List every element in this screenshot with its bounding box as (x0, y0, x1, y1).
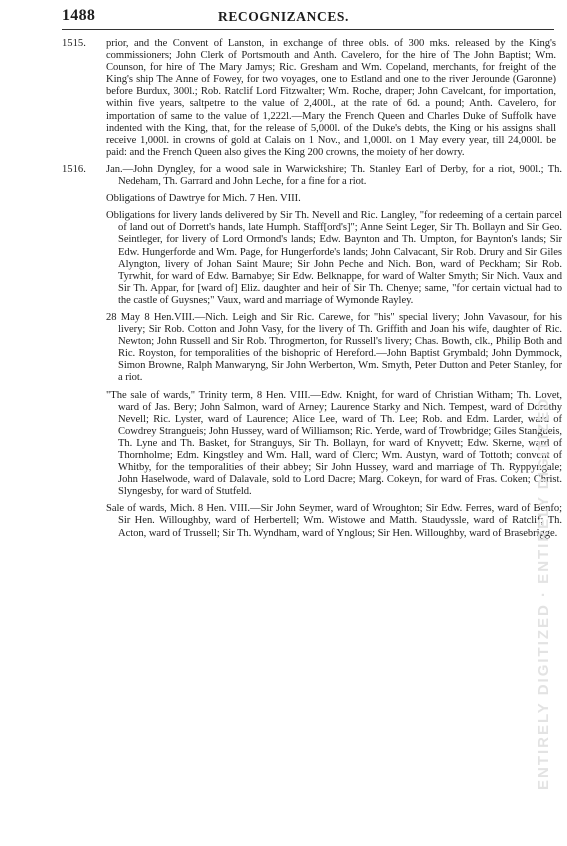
entry-28-may (0, 312, 567, 385)
entry-text: Obligations of Dawtrye for Mich. 7 Hen. VIII. (106, 193, 301, 205)
page-number: 1488 (62, 7, 96, 24)
entry-text: "The sale of wards," Trinity term, 8 Hen. VIII.—Edw. Knight, for ward of Christian Witham; Th. Lovet, ward of Jas. Bery; John Salmon, ward of Arney; Laurence Starky and Nich. Tempest, ward of Dorothy Nevell; Ric. Lyster, ward of Laurence; Alice Lee, ward of Th. Lee; Rob. and Edm. Larder, ward of Cowdrey Strangueis; John Hussey, ward of Williamson; Ric. Yerde, ward of Trowbridge; Giles Stangueis, Th. Lyne and Th. Basket, for Stranguys, Sir Th. Bollayn, for ward of Knyvett; Edw. Skerne, ward of Thornholme; Edm. Kingstley and Wm. Hall, ward of Clerc; Wm. Austyn, ward of Tottoth; convent of Whitby, for the temporalities of their abbey; Sir John Hussey, ward and marriage of Th. Ryppyngale; John Haselwode, ward of Dalavale, sold to Lord Dacre; Marg. Cokeyn, for ward of Fras. Coken; Christ. Slyngesby, for ward of Stutfeld. (106, 389, 562, 498)
calendar-entries (0, 38, 567, 545)
entry-dawtrye (0, 193, 567, 205)
running-head: RECOGNIZANCES. (217, 9, 350, 24)
entry-text: 28 May 8 Hen.VIII.—Nich. Leigh and Sir Ric. Carewe, for "his" special livery; John Vavasour, for his livery; Sir Rob. Cotton and John Vasy, for the livery of Th. Griffith and Joan his wife, daughter of Ric. Newton; John Russell and Sir Rob. Throgmerton, for Russell's livery; Chas. Bowth, clk., Philip Both and Ric. Royston, for temporalities of the bishopric of Hereford.—John Baptist Grymbald; John Dymmock, Simon Browne, Ralph Manwaryng, Sir John Werberton, Wm. Smyth, Peter Dutton and Peter Stanley, for a riot. (106, 311, 562, 384)
entry-text: Jan.—John Dyngley, for a wood sale in Warwickshire; Th. Stanley Earl of Derby, for a riot, 900l.; Th. Nedeham, Th. Garrard and John Leche, for a fine for a riot. (106, 163, 562, 188)
entry-text: prior, and the Convent of Lanston, in exchange of three obls. of 300 mks. released by the King's commissioners; John Clerk of Portsmouth and Anth. Cavelero, for the hire of The John Baptist; Wm. Counson, for hire of The Mary Jamys; Ric. Gresham and Wm. Copeland, merchants, for freight of the King's ship The Anne of Fowey, for two voyages, one to Estland and one to the river Jeroundе (Garonne) before Burdux, 300l.; Rob. Ratclif Lord Fitzwalter; Wm. Roche, draper; John Cavelcant, for importation, within five years, saltpetre to the value of 2,400l., at the rate of 6d. a pound; Anth. Cavelero, for importation of same to the value of 1,222l.—Mary the French Queen and Charles Duke of Suffolk have indented with the King, that, for the release of 5,000l. of the Duke's debts, the King or his assigns shall receive 1,000l. in crowns of gold at Calais on 1 Nov., and 1,000l. on 1 May every year, till 24,000l. be paid: and the French Queen also gives the King 200 crowns, the moiety of her dowry. (106, 38, 556, 158)
side-watermark: ENTIRELY DIGITIZED · ENTIRELY DIGITIZED (535, 396, 552, 790)
entry-sale-of-wards-trinity (0, 390, 567, 499)
year-label: 1515. (62, 38, 86, 49)
entry-text: Sale of wards, Mich. 8 Hen. VIII.—Sir John Seymer, ward of Wroughton; Sir Edw. Ferres, ward of Benfo; Sir Hen. Willoughby, ward of Herbertell; Wm. Wistowe and Matth. Staudyssle, ward of Ratclif; Th. Acton, ward of Trussell; Sir Th. Wyndham, ward of Ynglous; Sir Hen. Willoughby, ward of Brasebrigge. (106, 503, 562, 539)
entry-1515 (0, 38, 567, 159)
year-label: 1516. (62, 163, 86, 175)
entry-text: Obligations for livery lands delivered by Sir Th. Nevell and Ric. Langley, "for redeeming of a certain parcel of land out of Dorrett's hands, late Humph. Staff[ord's]"; Anne Seint Leger, Sir Th. Bollayn and Sir Geo. Seintleger, for livery of Lord Ormond's lands; Edw. Baynton and Th. Umpton, for Baynton's lands; Sir Edw. Hungerforde and Wm. Page, for Hungerforde's lands; John Calvacant, Sir Rob. Drury and Sir Giles Alyngton, livery of Johan Saint Maure; Sir John Peche and Nich. Bon, ward of Peckham; Sir Rob. Tyrwhit, for ward of Edw. Barnabye; Sir Edw. Belknappe, for ward of Walter Smyth; Sir Nich. Vaux and Sir Th. Appar, for [ward of] Eliz. daughter and heir of Sir Th. Chenye; same, "for certain victual had to the castle of Guysnes;" Vaux, ward and marriage of Wymonde Rayley. (106, 210, 562, 306)
page-header (0, 5, 567, 27)
entry-1516-jan (0, 164, 567, 188)
entry-sale-of-wards-mich (0, 503, 567, 539)
entry-livery-lands (0, 210, 567, 307)
header-rule (62, 29, 554, 30)
